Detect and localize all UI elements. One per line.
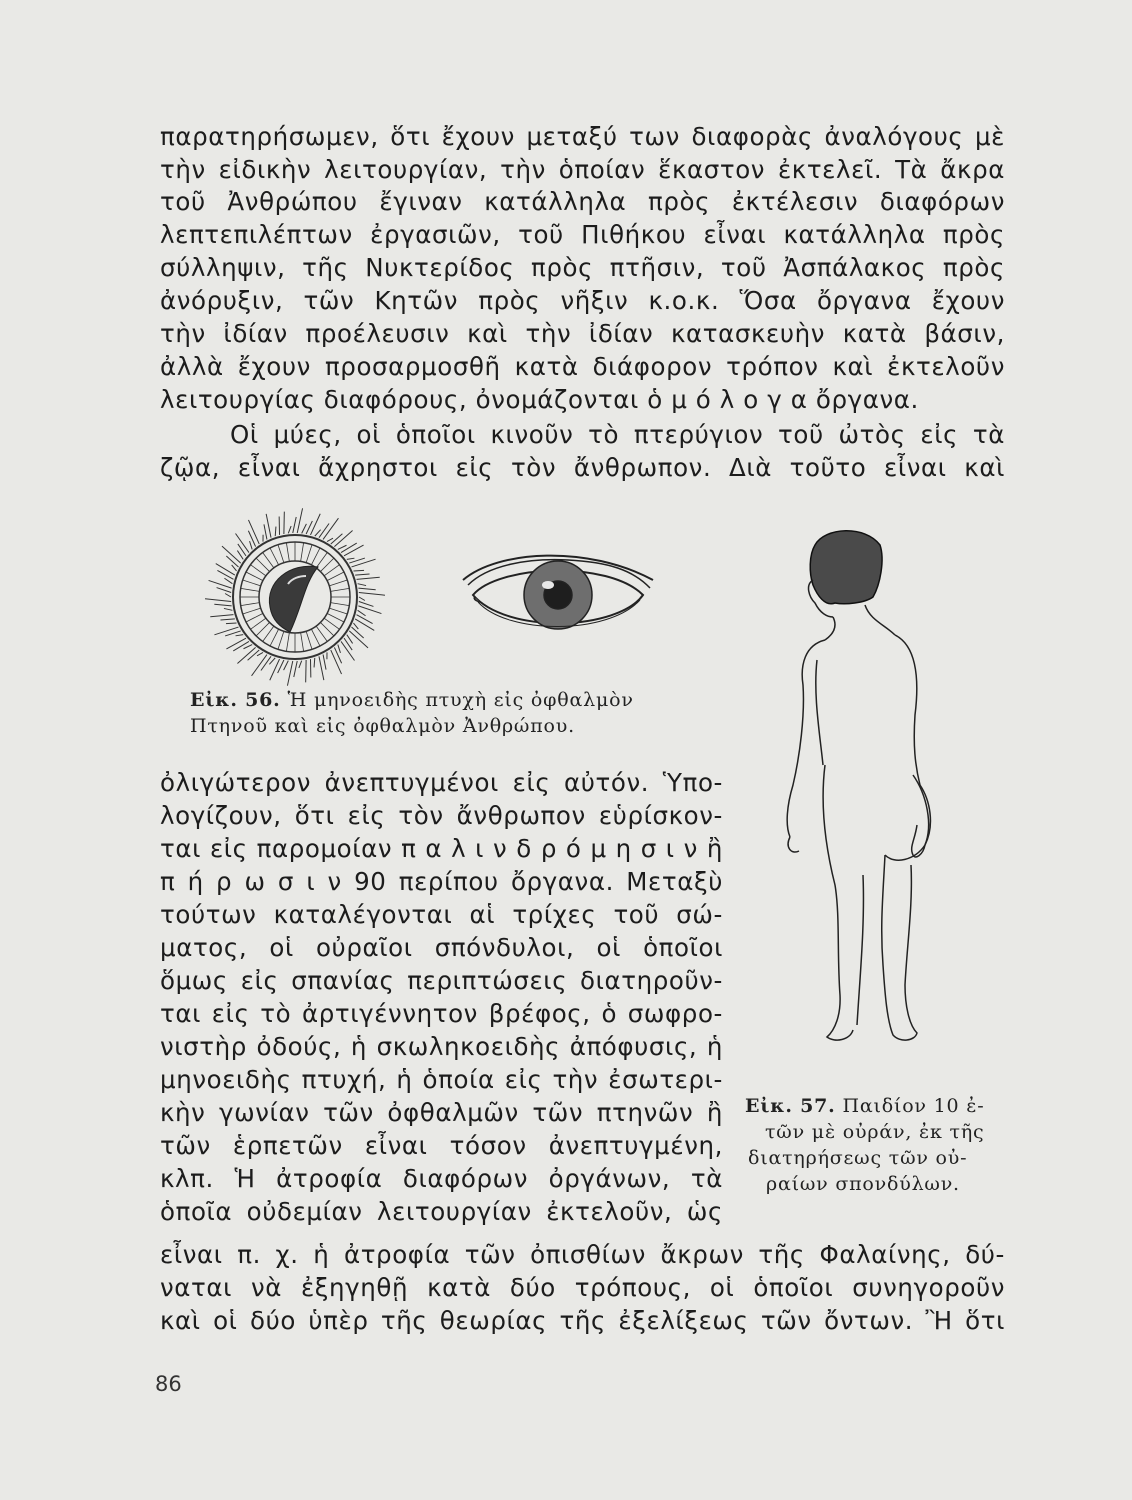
text-line: τούτων καταλέγονται αἱ τρίχες τοῦ σώ- xyxy=(160,900,723,929)
text-line: λεπτεπιλέπτων ἐργασιῶν, τοῦ Πιθήκου εἶναι κατάλληλα πρὸς xyxy=(160,220,1005,249)
text-line: ται εἰς τὸ ἀρτιγέννητον βρέφος, ὁ σωφρο- xyxy=(160,999,723,1028)
text-line: νιστὴρ ὀδούς, ἡ σκωληκοειδὴς ἀπόφυσις, ἡ xyxy=(160,1032,723,1061)
text-line: λειτουργίας διαφόρους, ὀνομάζονται ὁ μ ό λ ο γ α ὄργανα. xyxy=(160,385,919,414)
figure-56-caption-line: Πτηνοῦ καὶ εἰς ὀφθαλμὸν Ἀνθρώπου. xyxy=(190,715,575,737)
text-line: καὶ οἱ δύο ὑπὲρ τῆς θεωρίας τῆς ἐξελίξεως τῶν ὄντων. Ἢ ὅτι xyxy=(160,1306,1005,1335)
text-line: τοῦ Ἀνθρώπου ἔγιναν κατάλληλα πρὸς ἐκτέλεσιν διαφόρων xyxy=(160,187,1005,216)
figure-57-caption-line: διατηρήσεως τῶν οὐ- xyxy=(748,1147,968,1169)
page-number: 86 xyxy=(155,1372,182,1396)
text-line: ὀλιγώτερον ἀνεπτυγμένοι εἰς αὐτόν. Ὑπο- xyxy=(160,768,723,797)
text-line: π ή ρ ω σ ι ν 90 περίπου ὄργανα. Μεταξὺ xyxy=(160,867,723,896)
text-line: μηνοειδὴς πτυχή, ἡ ὁποία εἰς τὴν ἐσωτερι- xyxy=(160,1065,723,1094)
figure-56-label: Εἰκ. 56. xyxy=(190,689,281,711)
text-line: τὴν ἰδίαν προέλευσιν καὶ τὴν ἰδίαν κατασκευὴν κατὰ βάσιν, xyxy=(160,319,1005,348)
text-line: ὁποῖα οὐδεμίαν λειτουργίαν ἐκτελοῦν, ὡς xyxy=(160,1197,723,1226)
text-line: ἀλλὰ ἔχουν προσαρμοσθῆ κατὰ διάφορον τρόπον καὶ ἐκτελοῦν xyxy=(160,352,1005,381)
text-line: ματος, οἱ οὐραῖοι σπόνδυλοι, οἱ ὁποῖοι xyxy=(160,933,723,962)
text-line: τὴν εἰδικὴν λειτουργίαν, τὴν ὁποίαν ἕκαστον ἐκτελεῖ. Τὰ ἄκρα xyxy=(160,155,1005,184)
text-line: ται εἰς παρομοίαν π α λ ι ν δ ρ ό μ η σ ι ν ἢ xyxy=(160,834,723,863)
figure-56-caption xyxy=(190,688,634,712)
figure-57-caption-line: Παιδίον 10 ἐ- xyxy=(842,1095,985,1117)
figure-57-caption-line: τῶν μὲ οὐράν, ἐκ τῆς xyxy=(765,1121,985,1143)
text-line: κὴν γωνίαν τῶν ὀφθαλμῶν τῶν πτηνῶν ἢ xyxy=(160,1098,723,1127)
human-eye-illustration xyxy=(458,540,658,650)
text-line: εἶναι π. χ. ἡ ἀτροφία τῶν ὀπισθίων ἄκρων τῆς Φαλαίνης, δύ- xyxy=(160,1240,1005,1269)
figure-57-label: Εἰκ. 57. xyxy=(745,1095,836,1117)
text-line: κλπ. Ἡ ἀτροφία διαφόρων ὀργάνων, τὰ xyxy=(160,1164,723,1193)
text-line: σύλληψιν, τῆς Νυκτερίδος πρὸς πτῆσιν, τοῦ Ἀσπάλακος πρὸς xyxy=(160,253,1005,282)
text-line: ναται νὰ ἐξηγηθῇ κατὰ δύο τρόπους, οἱ ὁποῖοι συνηγοροῦν xyxy=(160,1273,1005,1302)
text-line: παρατηρήσωμεν, ὅτι ἔχουν μεταξύ των διαφορὰς ἀναλόγους μὲ xyxy=(160,122,1005,151)
bird-eye-illustration xyxy=(210,512,380,682)
text-line: ὅμως εἰς σπανίας περιπτώσεις διατηροῦν- xyxy=(160,966,723,995)
text-line: λογίζουν, ὅτι εἰς τὸν ἄνθρωπον εὑρίσκον- xyxy=(160,801,723,830)
text-line: τῶν ἑρπετῶν εἶναι τόσον ἀνεπτυγμένη, xyxy=(160,1131,723,1160)
figure-57-caption-line: ραίων σπονδύλων. xyxy=(766,1173,960,1195)
figure-56-caption-line: Ἡ μηνοειδὴς πτυχὴ εἰς ὀφθαλμὸν xyxy=(287,689,634,711)
text-line-indented: Οἱ μύες, οἱ ὁποῖοι κινοῦν τὸ πτερύγιον τοῦ ὠτὸς εἰς τὰ xyxy=(230,420,1005,449)
text-line: ζῷα, εἶναι ἄχρηστοι εἰς τὸν ἄνθρωπον. Διὰ τοῦτο εἶναι καὶ xyxy=(160,453,1005,482)
figure-57-caption xyxy=(745,1094,984,1118)
text-line: ἀνόρυξιν, τῶν Κητῶν πρὸς νῆξιν κ.ο.κ. Ὅσα ὄργανα ἔχουν xyxy=(160,286,1005,315)
child-with-tail-illustration xyxy=(765,525,965,1065)
